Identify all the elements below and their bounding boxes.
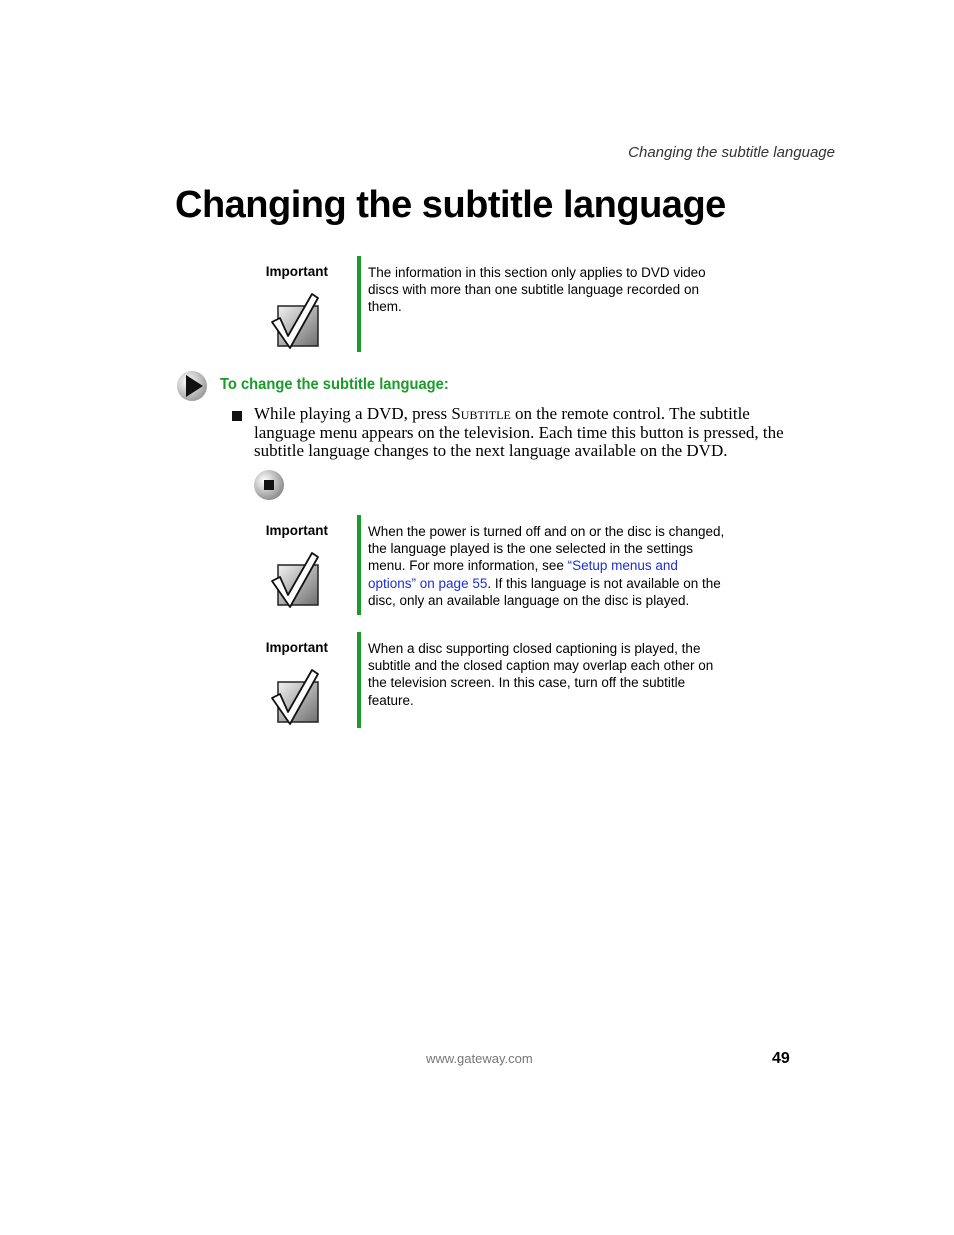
note-label: Important: [265, 264, 328, 279]
note-bar: [357, 256, 361, 352]
checkmark-icon: [268, 668, 322, 728]
page-title: Changing the subtitle language: [175, 184, 726, 226]
note-text-before: When the power is turned off and on or the disc is changed, the language played is the one selected in the settings menu. For more information, see: [368, 524, 725, 574]
note-label: Important: [265, 523, 328, 538]
note-text: [368, 523, 728, 609]
note-text: The information in this section only applies to DVD video discs with more than one subtitle language recorded on them.: [368, 265, 706, 315]
important-note-3: [262, 640, 732, 728]
step-text: [254, 405, 802, 461]
procedure-step: [232, 405, 802, 461]
bullet-square: [232, 411, 242, 421]
procedure-heading: To change the subtitle language:: [220, 376, 449, 393]
note-text: When a disc supporting closed captioning is played, the subtitle and the closed caption may overlap each other on the television screen. In this case, turn off the subtitle feature.: [368, 641, 714, 708]
step-text-after: on the remote control. The subtitle language menu appears on the television. Each time this button is pressed, the subtitle language changes to the next language available on the DVD.: [254, 404, 784, 461]
important-note-1: [262, 264, 732, 350]
note-label: Important: [265, 640, 328, 655]
stop-icon: [253, 469, 285, 501]
play-arrow-icon: [176, 369, 208, 403]
important-note-2: [262, 523, 732, 615]
step-text-before: While playing a DVD, press: [254, 404, 452, 423]
running-header: Changing the subtitle language: [628, 144, 835, 161]
note-text-after: . If this language is not available on the disc, only an available language on the disc is played.: [368, 575, 721, 608]
setup-menus-link[interactable]: “Setup menus and options” on page 55: [368, 558, 678, 591]
note-bar: [357, 632, 361, 728]
subtitle-button-name: Subtitle: [451, 404, 511, 423]
footer-url[interactable]: www.gateway.com: [426, 1051, 533, 1066]
checkmark-icon: [268, 551, 322, 611]
checkmark-icon: [268, 292, 322, 352]
note-bar: [357, 515, 361, 615]
page-number: 49: [772, 1050, 790, 1067]
